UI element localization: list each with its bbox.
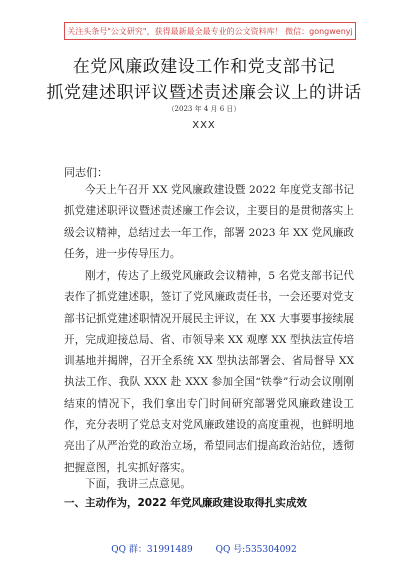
promo-banner: 关注头条号"公文研究"，获得最新最全最专业的公文资料库！ 微信：gongwenyj xyxy=(64,22,356,40)
paragraph-2: 刚才，传达了上级党风廉政会议精神，5 名党支部书记代表作了抓党建述职，签订了党风廉政责任书，一会还要对党支部书记抓党建述职情况开展民主评议，在 XX 大事要事接续展开，完成迎接总局、省、市领导来 XX 观摩 XX 型执法宣传培训基地并揭牌，召开全系统 XX 型执法部署会、省局督导 XX 执法工作、我队 XXX 赴 XXX 参加全国“铁拳”行动会议刚刚结束的情况下，我们拿出专门时间研究部署党风廉政建设工作，充分表明了党总支对党风廉政建设的高度重视，也鲜明地亮出了从严治党的政治立场，希望同志们提高政治站位，透彻把握意图，扎实抓好落实。 xyxy=(64,270,354,474)
footer-qq-group: QQ 群：31991489 xyxy=(111,545,193,555)
paragraph-1: 今天上午召开 XX 党风廉政建设暨 2022 年度党支部书记抓党建述职评议暨述责述廉工作会议，主要目的是贯彻落实上级会议精神，总结过去一年工作，部署 2023 年 XX 党风廉政任务，进一步传导压力。 xyxy=(64,184,354,260)
document-title-line1: 在党风廉政建设工作和党支部书记 xyxy=(72,57,336,77)
document-title-line2: 抓党建述职评议暨述责述廉会议上的讲话 xyxy=(46,83,362,103)
paragraph-3: 下面，我讲三点意见。 xyxy=(85,478,191,490)
document-date: （2023 年 4 月 6 日） xyxy=(167,105,241,113)
salutation: 同志们： xyxy=(64,166,108,179)
footer-qq-number: QQ 号:535304092 xyxy=(215,545,297,555)
document-author: XXX xyxy=(192,120,216,131)
footer-contact xyxy=(0,542,408,560)
section-heading-1: 一、主动作为，2022 年党风廉政建设取得扎实成效 xyxy=(64,497,307,509)
